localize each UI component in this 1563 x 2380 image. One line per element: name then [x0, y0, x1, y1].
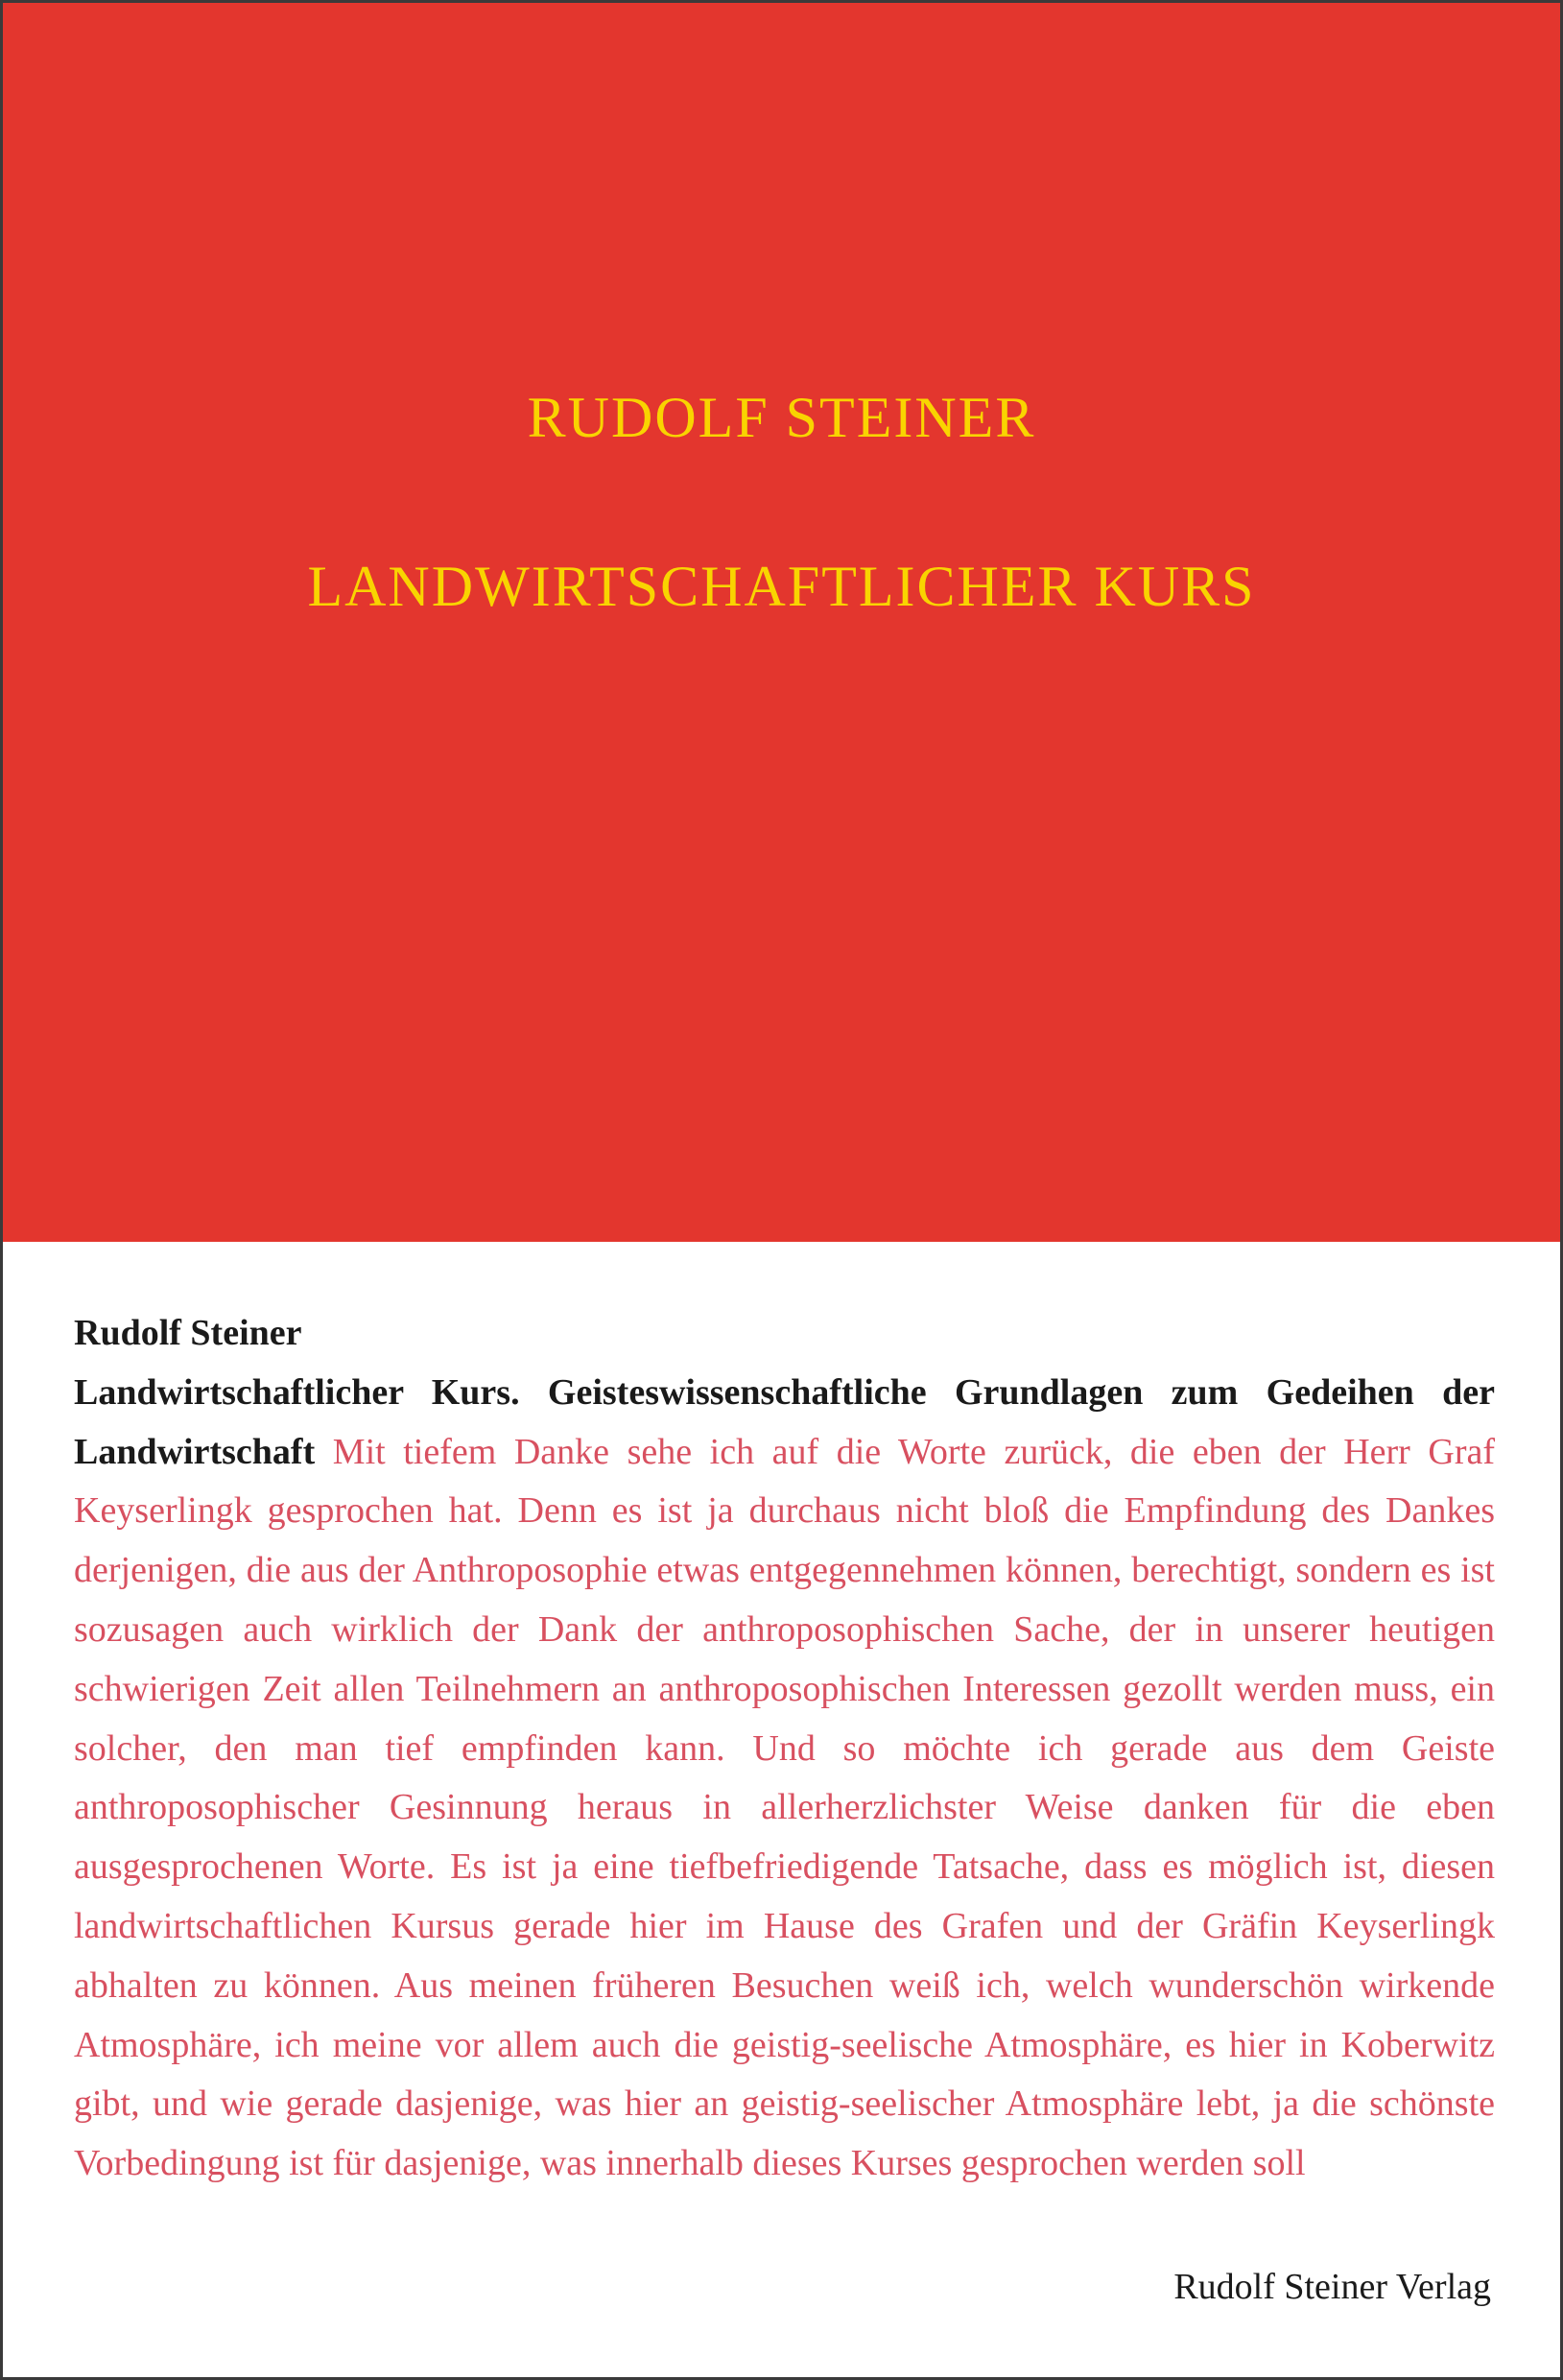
cover-author: RUDOLF STEINER — [527, 386, 1036, 449]
blurb-title: Landwirtschaftlicher Kurs. Geisteswissenschaftliche Grundlagen zum Gedeihen der Landwirtschaft — [74, 1371, 1495, 1472]
publisher-name: Rudolf Steiner Verlag — [1154, 2258, 1491, 2317]
blurb-author: Rudolf Steiner — [74, 1313, 302, 1353]
blurb-paragraph — [74, 1364, 1495, 2194]
cover-red-panel — [3, 3, 1560, 1242]
cover-book-title: LANDWIRTSCHAFTLICHER KURS — [307, 555, 1256, 618]
blurb-excerpt: Mit tiefem Danke sehe ich auf die Worte zurück, die eben der Herr Graf Keyserlingk gesprochen hat. Denn es ist ja durchaus nicht bloß die Empfindung des Dankes derjenigen, die aus der Anthroposophie etwas entgegennehmen können, berechtigt, sondern es ist sozusagen auch wirklich der Dank der anthroposophischen Sache, der in unserer heutigen schwierigen Zeit allen Teilnehmern an anthroposophischen Interessen gezollt werden muss, ein solcher, den man tief empfinden kann. Und so möchte ich gerade aus dem Geiste anthroposophischer Gesinnung heraus in allerherzlichster Weise danken für die eben ausgesprochenen Worte. Es ist ja eine tiefbefriedigende Tatsache, dass es möglich ist, diesen landwirtschaftlichen Kursus gerade hier im Hause des Grafen und der Gräfin Keyserlingk abhalten zu können. Aus meinen früheren Besuchen weiß ich, welch wunderschön wirkende Atmosphäre, ich meine vor allem auch die geistig-seelische Atmosphäre, es hier in Koberwitz gibt, und wie gerade dasjenige, was hier an geistig-seelischer Atmosphäre lebt, ja die schönste Vorbedingung ist für dasjenige, was innerhalb dieses Kurses gesprochen werden soll — [74, 1431, 1496, 2184]
back-text-block — [74, 1304, 1495, 2194]
